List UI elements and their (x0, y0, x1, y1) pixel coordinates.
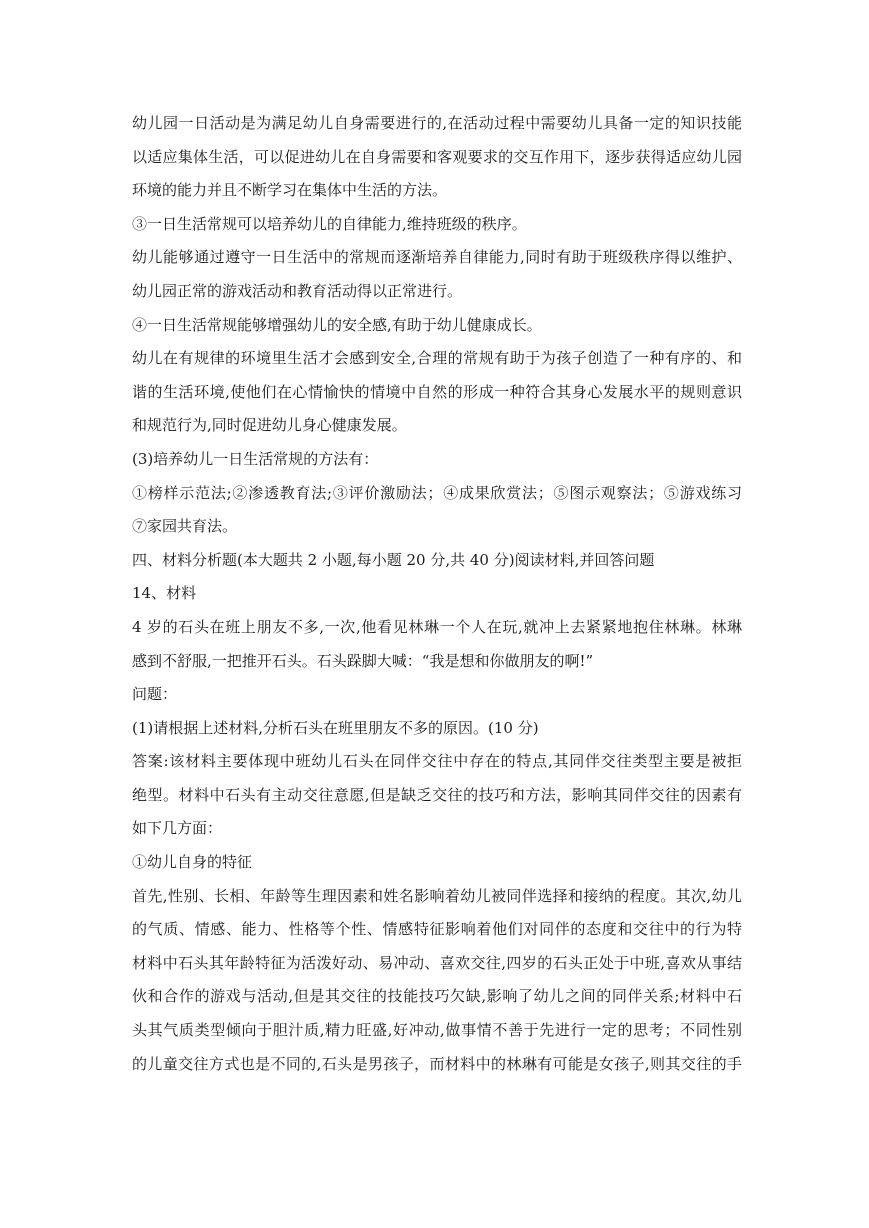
paragraph-line: ①榜样示范法;②渗透教育法;③评价激励法；④成果欣赏法；⑤图示观察法；⑤游戏练习 (132, 483, 742, 502)
paragraph-line: ⑦家园共育法。 (132, 517, 238, 536)
list-item-heading: ①幼儿自身的特征 (132, 853, 253, 872)
paragraph-line: 4 岁的石头在班上朋友不多,一次,他看见林琳一个人在玩,就冲上去紧紧地抱住林琳。林琳 (132, 617, 742, 636)
paragraph-line: 以适应集体生活，可以促进幼儿在自身需要和客观要求的交互作用下，逐步获得适应幼儿园 (132, 147, 742, 166)
answer-line: 首先,性别、长相、年龄等生理因素和姓名影响着幼儿被同伴选择和接纳的程度。其次,幼儿 (132, 886, 742, 905)
paragraph-line: 和规范行为,同时促进幼儿身心健康发展。 (132, 416, 407, 435)
answer-line: 答案:该材料主要体现中班幼儿石头在同伴交往中存在的特点,其同伴交往类型主要是被拒 (132, 752, 742, 771)
paragraph-line: 谐的生活环境,使他们在心情愉快的情境中自然的形成一种符合其身心发展水平的规则意识 (132, 382, 742, 401)
paragraph-line: 环境的能力并且不断学习在集体中生活的方法。 (132, 181, 448, 200)
answer-line: 绝型。材料中石头有主动交往意愿,但是缺乏交往的技巧和方法，影响其同伴交往的因素有 (132, 785, 742, 804)
answer-line: 的儿童交往方式也是不同的,石头是男孩子，而材料中的林琳有可能是女孩子,则其交往的手 (132, 1054, 742, 1073)
question-item: (1)请根据上述材料,分析石头在班里朋友不多的原因。(10 分) (132, 718, 539, 737)
question-number: 14、材料 (132, 584, 197, 603)
paragraph-line: 幼儿园正常的游戏活动和教育活动得以正常进行。 (132, 281, 463, 300)
section-heading: 四、材料分析题(本大题共 2 小题,每小题 20 分,共 40 分)阅读材料,并回答问题 (132, 550, 655, 569)
list-item-heading: (3)培养幼儿一日生活常规的方法有： (132, 449, 379, 468)
paragraph-line: 幼儿在有规律的环境里生活才会感到安全,合理的常规有助于为孩子创造了一种有序的、和 (132, 349, 742, 368)
answer-line: 材料中石头其年龄特征为活泼好动、易冲动、喜欢交往,四岁的石头正处于中班,喜欢从事结 (132, 953, 742, 972)
document-body (132, 107, 742, 1081)
answer-line: 伙和合作的游戏与活动,但是其交往的技能技巧欠缺,影响了幼儿之间的同伴关系;材料中石 (132, 987, 742, 1006)
answer-line: 的气质、情感、能力、性格等个性、情感特征影响着他们对同伴的态度和交往中的行为特 (132, 920, 742, 939)
list-item-heading: ④一日生活常规能够增强幼儿的安全感,有助于幼儿健康成长。 (132, 315, 542, 334)
answer-line: 头其气质类型倾向于胆汁质,精力旺盛,好冲动,做事情不善于先进行一定的思考；不同性别 (132, 1021, 742, 1040)
paragraph-line: 幼儿园一日活动是为满足幼儿自身需要进行的,在活动过程中需要幼儿具备一定的知识技能 (132, 114, 742, 132)
question-label: 问题： (132, 685, 178, 704)
paragraph-line: 感到不舒服,一把推开石头。石头跺脚大喊：“我是想和你做朋友的啊!” (132, 651, 594, 670)
list-item-heading: ③一日生活常规可以培养幼儿的自律能力,维持班级的秩序。 (132, 214, 527, 233)
answer-line: 如下几方面： (132, 819, 223, 838)
paragraph-line: 幼儿能够通过遵守一日生活中的常规而逐渐培养自律能力,同时有助于班级秩序得以维护、 (132, 248, 742, 267)
